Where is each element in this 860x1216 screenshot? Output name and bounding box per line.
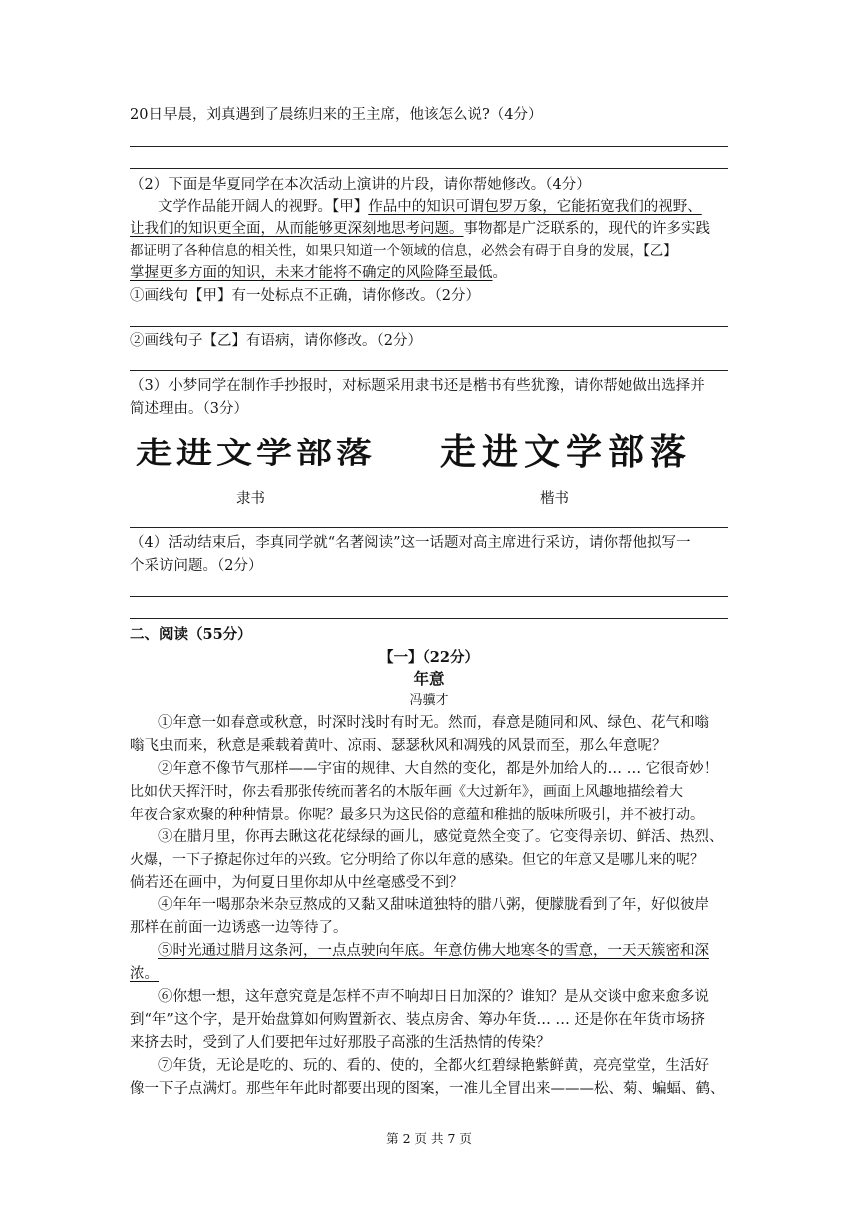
- q2-passage-line: [130, 262, 507, 284]
- paragraph-line: 到“年”这个字，是开始盘算如何购置新衣、装点房舍、筹办年货… … 还是你在年货市场挤: [130, 1012, 706, 1028]
- underlined-paragraph-line: 浓。: [130, 966, 159, 982]
- paragraph-line: 火爆，一下子撩起你过年的兴致。它分明给了你以年意的感染。但它的年意又是哪儿来的呢？: [130, 852, 704, 868]
- q2-subquestion-1: ①画线句【甲】有一处标点不正确，请你修改。（2分）: [130, 288, 480, 304]
- paragraph-line: ②年意不像节气那样——宇宙的规律、大自然的变化，都是外加给人的… … 它很奇妙！: [158, 761, 719, 777]
- label-kaishu: 楷书: [540, 491, 569, 507]
- paragraph-line: ⑦年货，无论是吃的、玩的、看的、使的，全都火红碧绿艳紫鲜黄，亮亮堂堂，生活好: [158, 1058, 709, 1074]
- question-text: 20日早晨，刘真遇到了晨练归来的王主席，他该怎么说?（4分）: [130, 107, 543, 123]
- title-sample-kaishu: 走进文学部落: [440, 431, 693, 473]
- paragraph-line: ③在腊月里，你再去瞅这花花绿绿的画儿，感觉竟然全变了。它变得亲切、鲜活、热烈、: [158, 829, 724, 845]
- paragraph-line: 嗡飞虫而来，秋意是乘载着黄叶、凉雨、瑟瑟秋风和凋残的风景而至，那么年意呢？: [130, 738, 667, 754]
- underlined-sentence-yi: 掌握更多方面的知识，未来才能将不确定的风险降至最低: [130, 265, 493, 281]
- q2-passage-text: 。: [492, 265, 507, 281]
- underlined-sentence-jia: 让我们的知识更全面，从而能够更深刻地思考问题。: [130, 221, 464, 237]
- q2-passage-line: 都证明了各种信息的相关性，如果只知道一个领域的信息，必然会有碍于自身的发展，【乙】: [130, 243, 677, 259]
- underlined-sentence-jia: 作品中的知识可谓包罗万象，它能拓宽我们的视野、: [368, 199, 702, 215]
- paragraph-line: ④年年一喝那杂米杂豆熬成的又黏又甜味道独特的腊八粥，便朦胧看到了年，好似彼岸: [158, 897, 709, 913]
- q2-passage-text: 事物都是广泛联系的，现代的许多实践: [463, 221, 710, 237]
- part-heading: 【一】（22分）: [379, 649, 479, 666]
- label-lishu: 隶书: [236, 491, 265, 507]
- answer-line: [130, 326, 728, 327]
- answer-line: [130, 168, 728, 169]
- q2-passage-line: [130, 218, 710, 240]
- paragraph-line: ①年意一如春意或秋意，时深时浅时有时无。然而，春意是随同和风、绿色、花气和嗡: [158, 715, 709, 731]
- question-3-prompt: （3）小梦同学在制作手抄报时，对标题采用隶书还是楷书有些犹豫，请你帮她做出选择并: [130, 378, 705, 394]
- q2-passage-text: 文学作品能开阔人的视野。【甲】: [158, 199, 369, 215]
- answer-line: [130, 618, 728, 619]
- page-footer: 第 2 页 共 7 页: [386, 1131, 472, 1146]
- question-4-prompt: 个采访问题。（2分）: [130, 558, 263, 574]
- paragraph-line: 像一下子点满灯。那些年年此时都要出现的图案，一准儿全冒出来———松、菊、蝙蝠、鹤、: [130, 1081, 725, 1097]
- paragraph-line: 年夜合家欢聚的种种情景。你呢？最多只为这民俗的意蕴和稚拙的版味所吸引，并不被打动。: [130, 807, 704, 823]
- answer-line: [130, 146, 728, 147]
- paragraph-line: ⑥你想一想，这年意究竟是怎样不声不响却日日加深的？谁知？是从交谈中愈来愈多说: [158, 989, 709, 1005]
- underlined-paragraph-line: ⑤时光通过腊月这条河，一点点驶向年底。年意仿佛大地寒冬的雪意，一天天簇密和深: [158, 943, 709, 959]
- paragraph-line: 那样在前面一边诱惑一边等待了。: [130, 920, 348, 936]
- section-heading: 二、阅读（55分）: [130, 626, 252, 643]
- q2-passage-line: [158, 196, 702, 218]
- question-4-prompt: （4）活动结束后，李真同学就“名著阅读”这一话题对高主席进行采访，请你帮他拟写一: [130, 535, 691, 551]
- paragraph-line: 来挤去时，受到了人们要把年过好那股子高涨的生活热情的传染？: [130, 1035, 551, 1051]
- question-2-prompt: （2）下面是华夏同学在本次活动上演讲的片段，请你帮她修改。（4分）: [130, 177, 591, 193]
- answer-line: [130, 370, 728, 371]
- paragraph-line: 倘若还在画中，为何夏日里你却从中丝毫感受不到？: [130, 875, 464, 891]
- answer-line: [130, 527, 728, 528]
- answer-line: [130, 596, 728, 597]
- q2-subquestion-2: ②画线句子【乙】有语病，请你修改。（2分）: [130, 333, 422, 349]
- question-3-prompt: 简述理由。（3分）: [130, 401, 248, 417]
- article-author: 冯骥才: [409, 693, 449, 708]
- article-title: 年意: [413, 669, 445, 688]
- paragraph-line: 比如伏天挥汗时，你去看那张传统而著名的木版年画《大过新年》，画面上风趣地描绘着大: [130, 784, 683, 800]
- title-sample-lishu: 走进文学部落: [136, 436, 377, 471]
